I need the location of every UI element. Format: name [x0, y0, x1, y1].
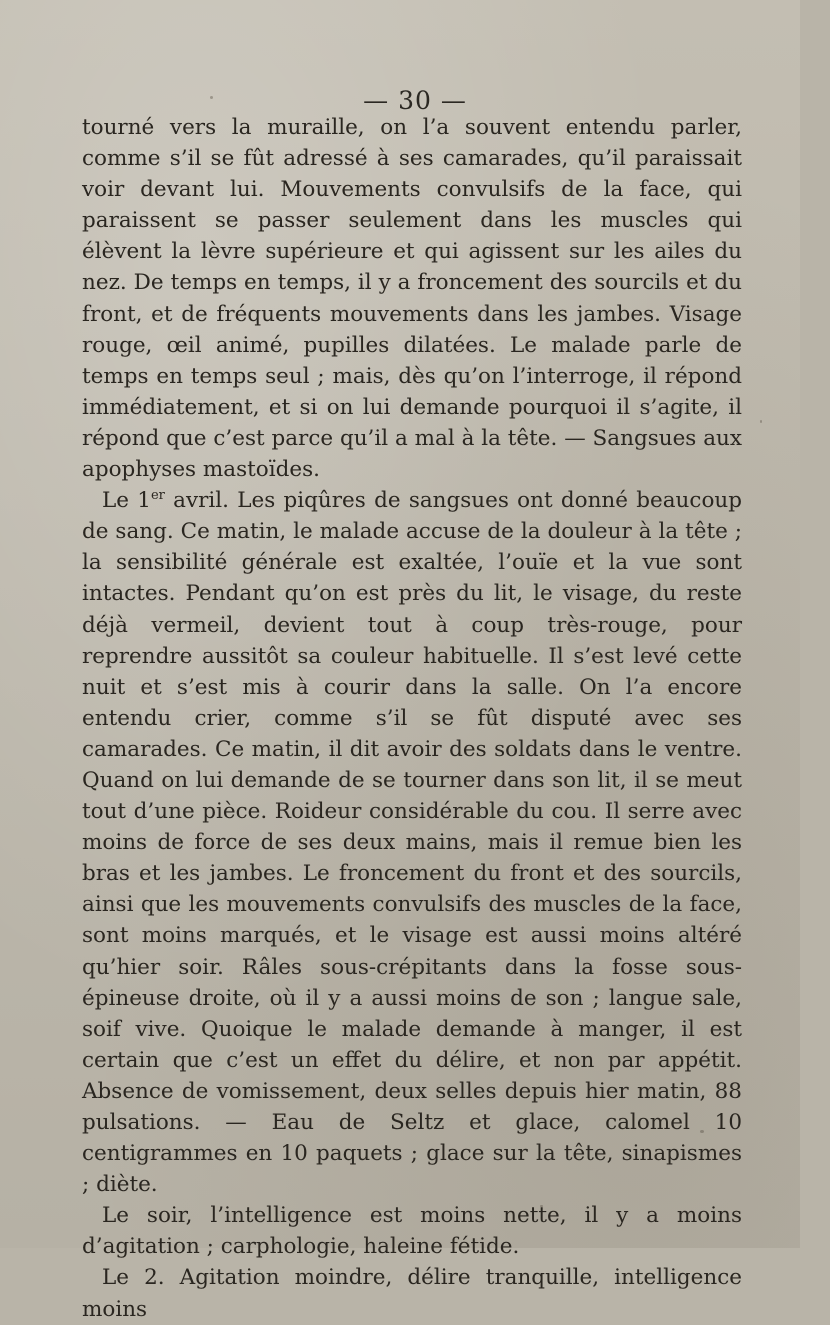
paragraph-3: Le soir, l’intelligence est moins nette, il y a moins d’agitation ; carphologie, haleine fétide. — [82, 1203, 742, 1260]
paper-speck — [700, 1130, 704, 1133]
ordinal-superscript: er — [150, 487, 165, 503]
paper-speck — [120, 1180, 122, 1182]
body-text — [82, 112, 742, 1325]
page-number: — 30 — — [363, 86, 467, 115]
paper-speck — [210, 96, 213, 99]
paragraph-2-start: Le 1 — [102, 488, 151, 514]
paper-speck — [760, 420, 762, 423]
paragraph-4: Le 2. Agitation moindre, délire tranquille, intelligence moins — [82, 1265, 742, 1322]
paper-speck — [540, 1205, 543, 1207]
paragraph-1: tourné vers la muraille, on l’a souvent entendu parler, comme s’il se fût adressé à ses camarades, qu’il paraissait voir devant lui. Mouvements convulsifs de la face, qui paraissent se passer seulement dans les muscles qui élèvent la lèvre supérieure et qui agissent sur les ailes du nez. De temps en temps, il y a froncement des sourcils et du front, et de fréquents mouvements dans les jambes. Visage rouge, œil animé, pupilles dilatées. Le malade parle de temps en temps seul ; mais, dès qu’on l’interroge, il répond immédiatement, et si on lui demande pourquoi il s’agite, il répond que c’est parce qu’il a mal à la tête. — Sangsues aux apophyses mastoïdes. — [82, 115, 742, 483]
paragraph-2 — [82, 485, 742, 1200]
paragraph-2-rest: avril. Les piqûres de sangsues ont donné beaucoup de sang. Ce matin, le malade accuse de la douleur à la tête ; la sensibilité générale est exaltée, l’ouïe et la vue sont intactes. Pendant qu’on est près du lit, le visage, du reste déjà vermeil, devient tout à coup très-rouge, pour reprendre aussitôt sa couleur habituelle. Il s’est levé cette nuit et s’est mis à courir dans la salle. On l’a encore entendu crier, comme s’il se fût disputé avec ses camarades. Ce matin, il dit avoir des soldats dans le ventre. Quand on lui demande de se tourner dans son lit, il se meut tout d’une pièce. Roideur considérable du cou. Il serre avec moins de force de ses deux mains, mais il remue bien les bras et les jambes. Le froncement du front et des sourcils, ainsi que les mouvements convulsifs des muscles de la face, sont moins marqués, et le visage est aussi moins altéré qu’hier soir. Râles sous-crépitants dans la fosse sous-épineuse droite, où il y a aussi moins de son ; langue sale, soif vive. Quoique le malade demande à manger, il est certain que c’est un effet du délire, et non par appétit. Absence de vomissement, deux selles depuis hier matin, 88 pulsations. — Eau de Seltz et glace, calomel 10 centigrammes en 10 paquets ; glace sur la tête, sinapismes ; diète. — [82, 488, 742, 1198]
